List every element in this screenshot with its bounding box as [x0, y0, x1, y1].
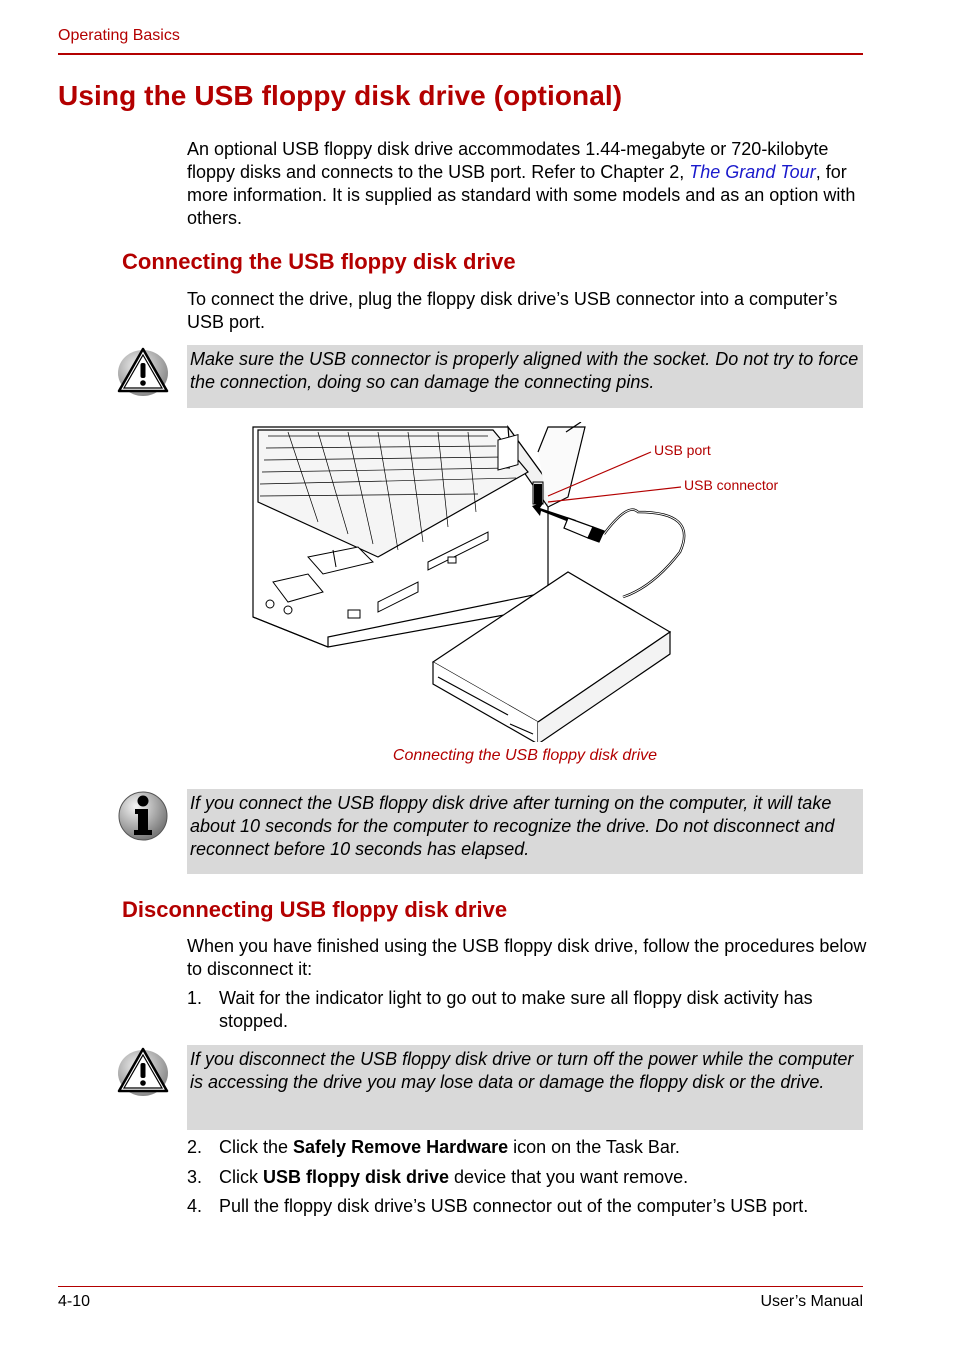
warning-triangle-icon [117, 345, 169, 397]
step-1 [187, 987, 863, 1033]
usb-floppy-illustration [248, 422, 808, 742]
step-text: Pull the floppy disk drive’s USB connector out of the computer’s USB port. [219, 1196, 809, 1216]
step-text-part: Click [219, 1167, 263, 1187]
safely-remove-hardware-label: Safely Remove Hardware [293, 1137, 509, 1157]
intro-text-1: An optional USB floppy disk drive accommodates 1.44-megabyte or 720-kilobyte floppy disks and connects to the USB port. Refer to Chapter 2, [187, 139, 829, 182]
step-text: Wait for the indicator light to go out to make sure all floppy disk activity has stopped. [219, 988, 813, 1031]
info-icon [117, 789, 169, 841]
grand-tour-link[interactable]: The Grand Tour [689, 162, 816, 182]
intro-paragraph [187, 138, 867, 230]
usb-floppy-disk-drive-label: USB floppy disk drive [263, 1167, 450, 1187]
disconnecting-text: When you have finished using the USB floppy disk drive, follow the procedures below to disconnect it: [187, 936, 867, 979]
step-text-part: Click the [219, 1137, 294, 1157]
warning-triangle-icon [117, 1045, 169, 1097]
step-text-part: icon on the Task Bar. [508, 1137, 680, 1157]
footer-rule [58, 1286, 863, 1287]
caution-note-connect: Make sure the USB connector is properly aligned with the socket. Do not try to force the connection, doing so can damage the connecting pins. [187, 345, 863, 408]
connecting-text: To connect the drive, plug the floppy disk drive’s USB connector into a computer’s USB port. [187, 289, 838, 332]
step-number: 4. [187, 1196, 203, 1216]
step-text [219, 1136, 863, 1159]
manual-name: User’s Manual [760, 1293, 863, 1310]
caution-note-disconnect: If you disconnect the USB floppy disk drive or turn off the power while the computer is accessing the drive you may lose data or damage the floppy disk or the drive. [187, 1045, 863, 1130]
connecting-heading: Connecting the USB floppy disk drive [122, 249, 516, 274]
step-number: 3. [187, 1167, 203, 1187]
usb-port-label: USB port [654, 442, 711, 458]
step-4 [187, 1195, 863, 1218]
step-text [219, 1166, 863, 1189]
page-number: 4-10 [58, 1293, 91, 1310]
step-number: 1. [187, 988, 203, 1008]
running-header: Operating Basics [58, 27, 180, 44]
intro-text-2: , for more information. It is supplied as standard with some models and as an option with others. [187, 162, 856, 228]
figure-caption: Connecting the USB floppy disk drive [392, 747, 658, 764]
step-number: 2. [187, 1137, 203, 1157]
page-title: Using the USB floppy disk drive (optional) [58, 80, 623, 111]
disconnecting-heading: Disconnecting USB floppy disk drive [122, 897, 508, 922]
info-note: If you connect the USB floppy disk drive after turning on the computer, it will take about 10 seconds for the computer to recognize the drive. Do not disconnect and reconnect before 10 seconds has elapsed. [187, 789, 863, 874]
usb-connector-label: USB connector [684, 477, 779, 493]
step-text-part: device that you want remove. [449, 1167, 689, 1187]
step-2 [187, 1136, 863, 1159]
step-3 [187, 1166, 863, 1189]
header-rule [58, 53, 863, 55]
